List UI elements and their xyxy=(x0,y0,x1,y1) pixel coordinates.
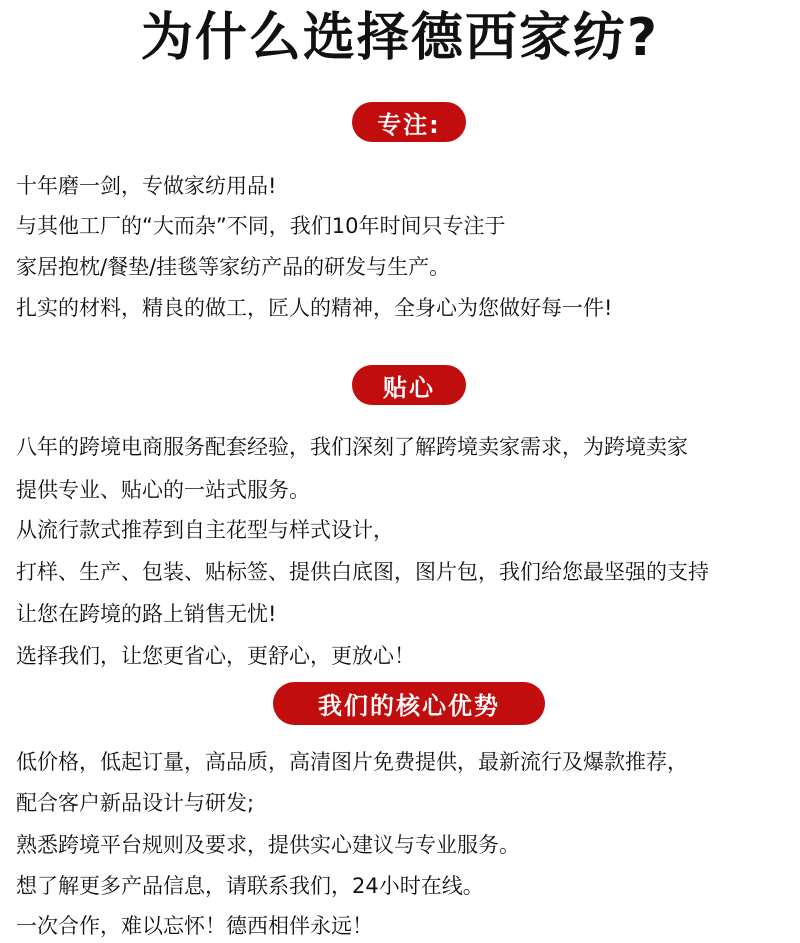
text-line: 扎实的材料，精良的做工，匠人的精神，全身心为您做好每一件! xyxy=(16,296,613,320)
text-line: 配合客户新品设计与研发; xyxy=(16,791,255,815)
page-title: 为什么选择德西家纺? xyxy=(140,8,660,68)
text-line: 家居抱枕/餐垫/挂毯等家纺产品的研发与生产。 xyxy=(16,255,451,279)
text-line: 一次合作，难以忘怀！德西相伴永远！ xyxy=(16,914,373,938)
text-line: 低价格，低起订量，高品质，高清图片免费提供，最新流行及爆款推荐， xyxy=(16,750,688,774)
text-line: 打样、生产、包装、贴标签、提供白底图，图片包，我们给您最坚强的支持 xyxy=(16,560,709,584)
text-line: 选择我们，让您更省心，更舒心，更放心！ xyxy=(16,644,415,668)
text-line: 提供专业、贴心的一站式服务。 xyxy=(16,478,310,502)
section-badge-focus: 专注: xyxy=(352,102,466,142)
section-badge-care: 贴心 xyxy=(352,365,466,405)
section-badge-advantages: 我们的核心优势 xyxy=(273,682,545,725)
text-line: 想了解更多产品信息，请联系我们，24小时在线。 xyxy=(16,874,484,898)
text-line: 让您在跨境的路上销售无忧! xyxy=(16,602,277,626)
text-line: 从流行款式推荐到自主花型与样式设计， xyxy=(16,518,394,542)
text-line: 十年磨一剑，专做家纺用品! xyxy=(16,174,277,198)
text-line: 八年的跨境电商服务配套经验，我们深刻了解跨境卖家需求，为跨境卖家 xyxy=(16,435,688,459)
text-line: 熟悉跨境平台规则及要求，提供实心建议与专业服务。 xyxy=(16,833,520,857)
text-line: 与其他工厂的“大而杂”不同，我们10年时间只专注于 xyxy=(16,214,506,238)
